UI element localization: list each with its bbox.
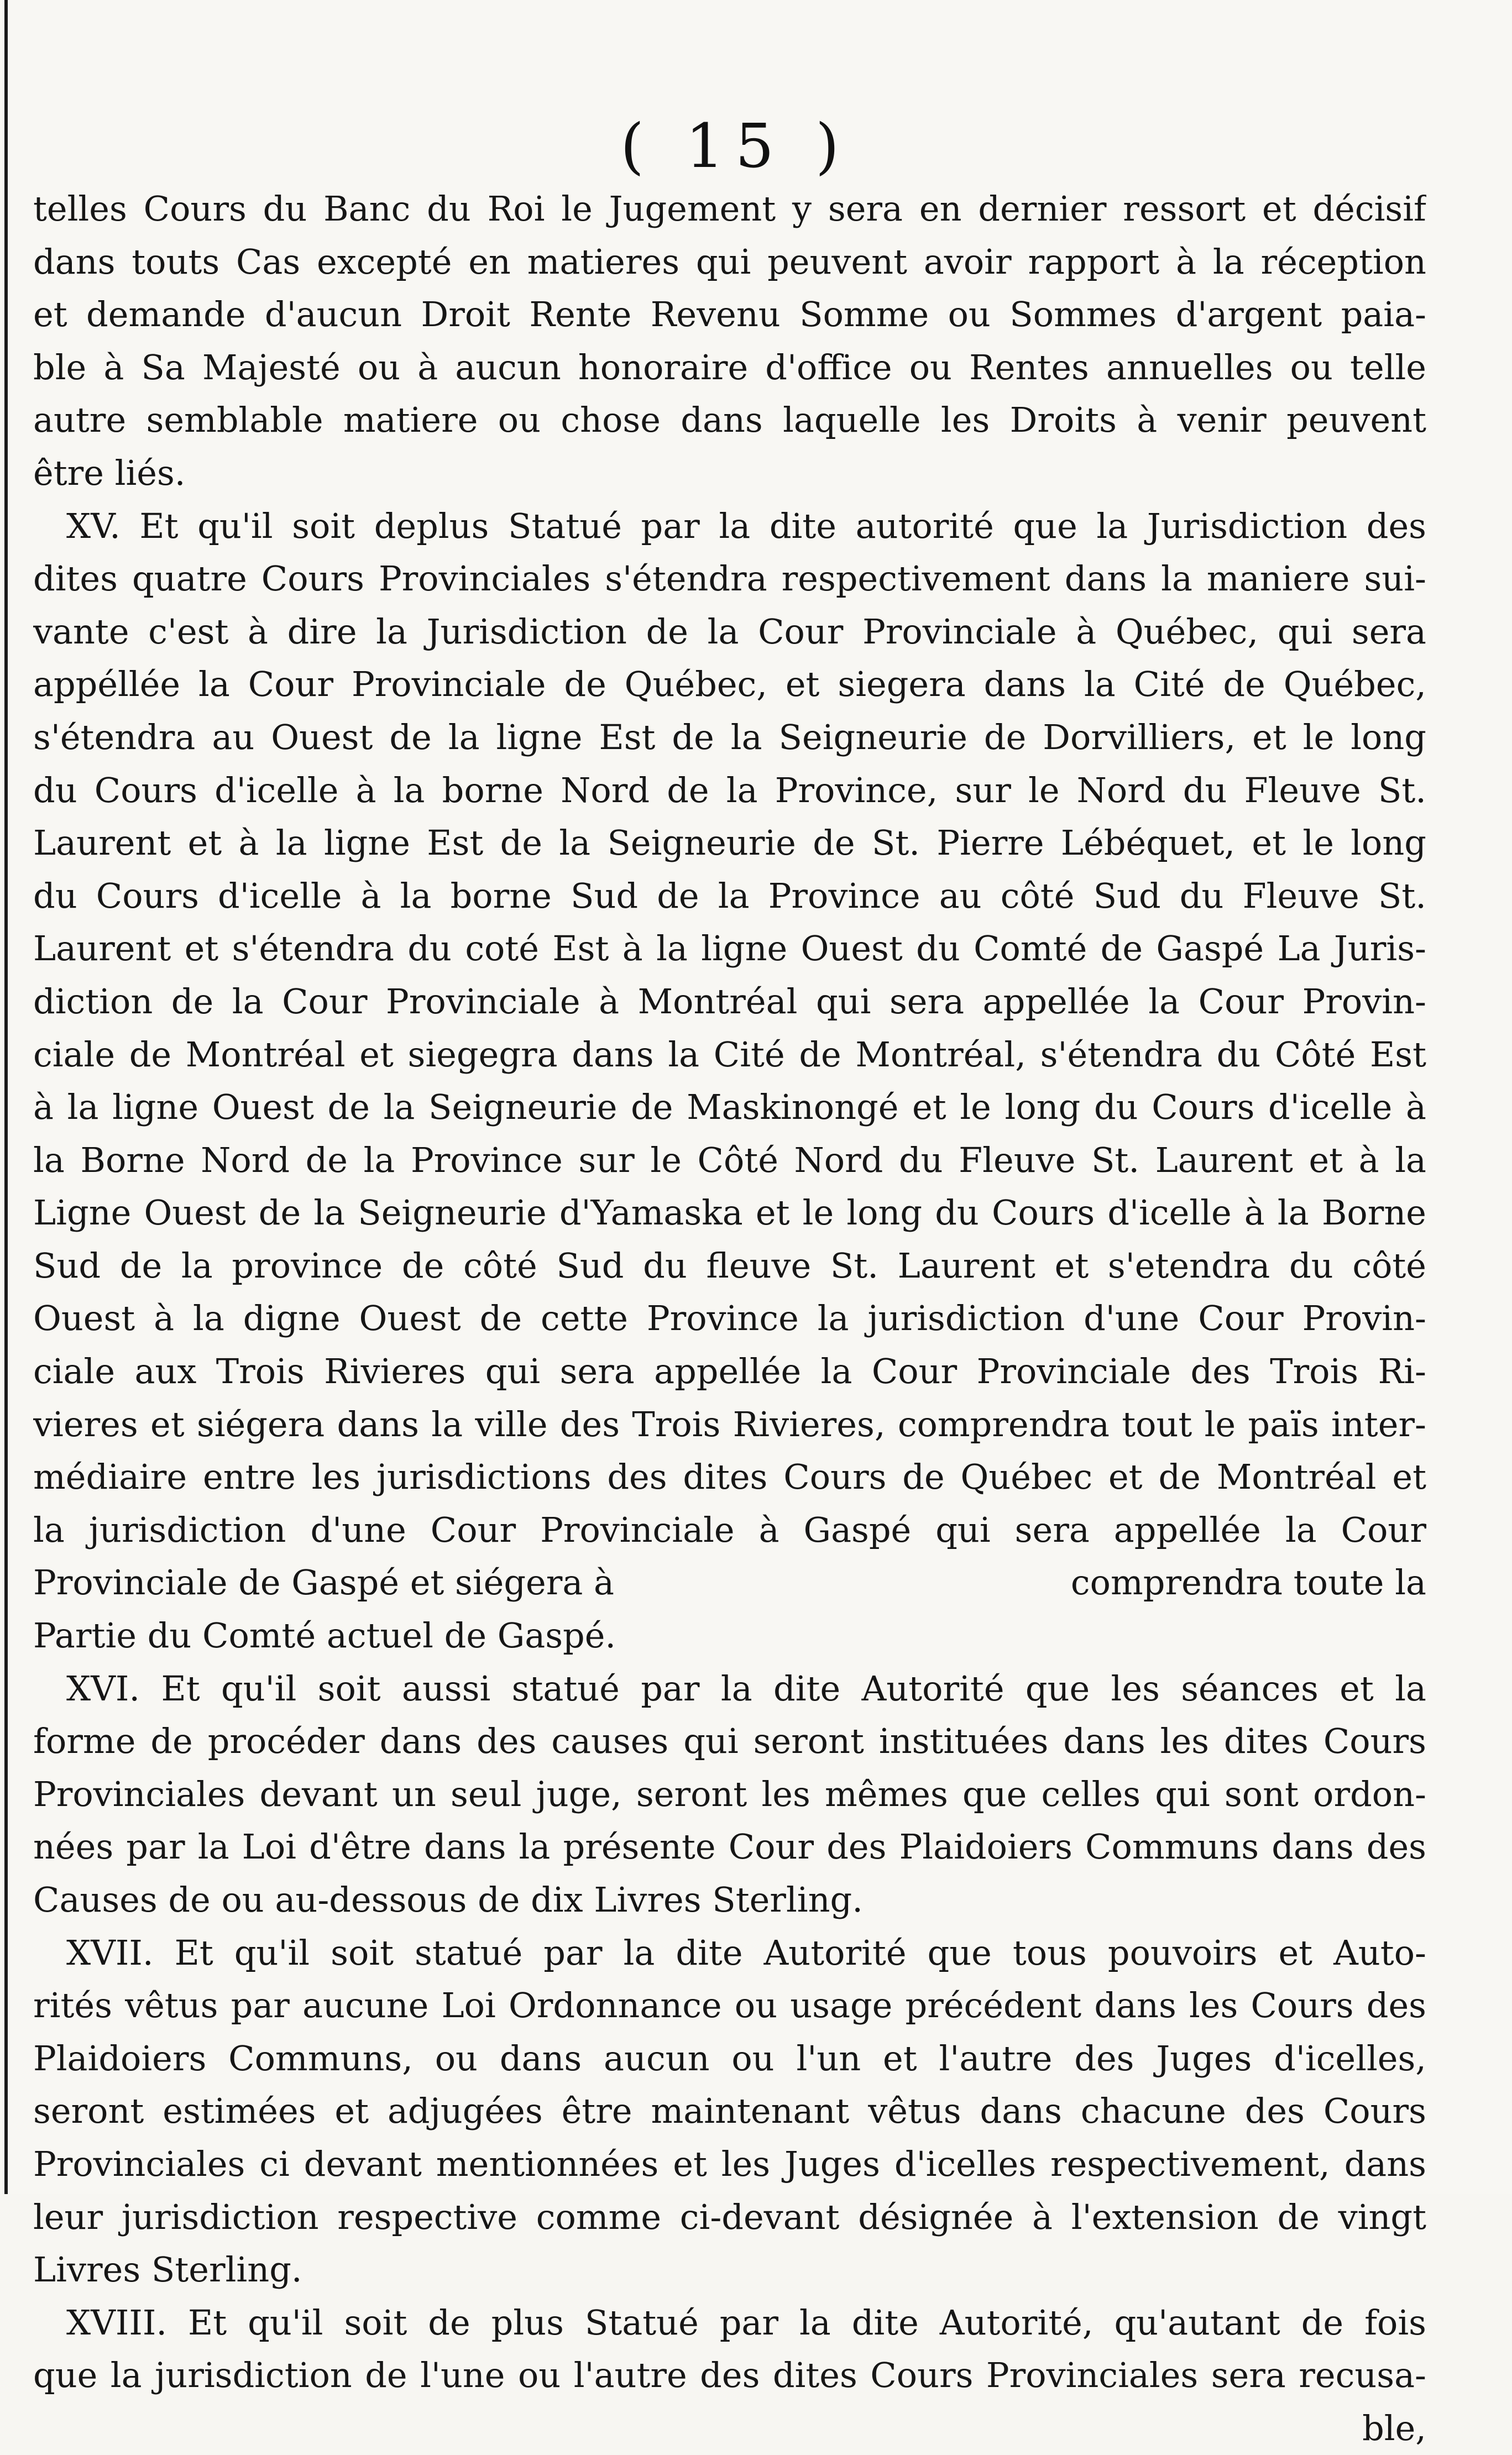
- text-line: du Cours d'icelle à la borne Nord de la Province, sur le Nord du Fleuve St.: [33, 770, 1426, 810]
- text-line-right: comprendra toute la: [1070, 1562, 1426, 1603]
- text-line: ble à Sa Majesté ou à aucun honoraire d'office ou Rentes annuelles ou telle: [33, 347, 1426, 388]
- text-line: la Borne Nord de la Province sur le Côté Nord du Fleuve St. Laurent et à la: [33, 1139, 1426, 1180]
- text-line: Partie du Comté actuel de Gaspé.: [33, 1615, 616, 1656]
- text-line: que la jurisdiction de l'une ou l'autre des dites Cours Provinciales sera recusa-: [33, 2355, 1426, 2396]
- text-line: appéllée la Cour Provinciale de Québec, et siegera dans la Cité de Québec,: [33, 664, 1426, 705]
- section-xvi-start: XVI. Et qu'il soit aussi statué par la dite Autorité que les séances et la: [66, 1668, 1426, 1709]
- text-line: ciale aux Trois Rivieres qui sera appellée la Cour Provinciale des Trois Ri-: [33, 1351, 1426, 1392]
- text-line: médiaire entre les jurisdictions des dites Cours de Québec et de Montréal et: [33, 1457, 1426, 1498]
- text-line-left: Provinciale de Gaspé et siégera à: [33, 1562, 615, 1603]
- text-line: dans touts Cas excepté en matieres qui peuvent avoir rapport à la réception: [33, 241, 1426, 282]
- text-line: diction de la Cour Provinciale à Montréal qui sera appellée la Cour Provin-: [33, 981, 1426, 1022]
- catchword: ble,: [1362, 2407, 1426, 2448]
- text-line: être liés.: [33, 452, 186, 493]
- text-line: Provinciales devant un seul juge, seront les mêmes que celles qui sont ordon-: [33, 1773, 1426, 1814]
- section-xviii-start: XVIII. Et qu'il soit de plus Statué par la dite Autorité, qu'autant de fois: [66, 2302, 1426, 2343]
- text-line: vieres et siégera dans la ville des Trois Rivieres, comprendra tout le païs inter-: [33, 1404, 1426, 1444]
- text-line: ciale de Montréal et siegegra dans la Cité de Montréal, s'étendra du Côté Est: [33, 1034, 1426, 1075]
- text-line-with-blank: [33, 1556, 1426, 1609]
- text-line: seront estimées et adjugées être maintenant vêtus dans chacune des Cours: [33, 2091, 1426, 2132]
- text-line: autre semblable matiere ou chose dans laquelle les Droits à venir peuvent: [33, 400, 1426, 441]
- text-line: forme de procéder dans des causes qui seront instituées dans les dites Cours: [33, 1721, 1426, 1762]
- text-line: leur jurisdiction respective comme ci-devant désignée à l'extension de vingt: [33, 2196, 1426, 2237]
- text-line: vante c'est à dire la Jurisdiction de la Cour Provinciale à Québec, qui sera: [33, 611, 1426, 652]
- page-edge-rule: [4, 0, 8, 2194]
- body-text: [33, 182, 1426, 2455]
- text-line: Livres Sterling.: [33, 2249, 302, 2290]
- text-line: rités vêtus par aucune Loi Ordonnance ou usage précédent dans les Cours des: [33, 1985, 1426, 2026]
- text-line: Ouest à la digne Ouest de cette Province la jurisdiction d'une Cour Provin-: [33, 1298, 1426, 1339]
- text-line: à la ligne Ouest de la Seigneurie de Maskinongé et le long du Cours d'icelle à: [33, 1087, 1426, 1128]
- text-line: dites quatre Cours Provinciales s'étendra respectivement dans la maniere sui-: [33, 558, 1426, 599]
- section-xv-start: XV. Et qu'il soit deplus Statué par la dite autorité que la Jurisdiction des: [66, 505, 1426, 546]
- text-line: et demande d'aucun Droit Rente Revenu Somme ou Sommes d'argent paia-: [33, 294, 1426, 335]
- text-line: Causes de ou au-dessous de dix Livres Sterling.: [33, 1880, 863, 1920]
- section-xvii-start: XVII. Et qu'il soit statué par la dite Autorité que tous pouvoirs et Auto-: [66, 1932, 1426, 1973]
- text-line: Laurent et s'étendra du coté Est à la ligne Ouest du Comté de Gaspé La Juris-: [33, 928, 1426, 969]
- text-line: du Cours d'icelle à la borne Sud de la Province au côté Sud du Fleuve St.: [33, 875, 1426, 916]
- text-line: la jurisdiction d'une Cour Provinciale à Gaspé qui sera appellée la Cour: [33, 1509, 1426, 1550]
- text-line: Provinciales ci devant mentionnées et les Juges d'icelles respectivement, dans: [33, 2143, 1426, 2184]
- text-line: Plaidoiers Communs, ou dans aucun ou l'un et l'autre des Juges d'icelles,: [33, 2038, 1426, 2079]
- text-line: Laurent et à la ligne Est de la Seigneurie de St. Pierre Lébéquet, et le long: [33, 823, 1426, 863]
- text-line: telles Cours du Banc du Roi le Jugement y sera en dernier ressort et décisif: [33, 189, 1426, 229]
- text-line: Ligne Ouest de la Seigneurie d'Yamaska et le long du Cours d'icelle à la Borne: [33, 1192, 1426, 1233]
- page-number: ( 15 ): [620, 111, 850, 181]
- text-line: Sud de la province de côté Sud du fleuve St. Laurent et s'etendra du côté: [33, 1245, 1426, 1286]
- text-line: nées par la Loi d'être dans la présente Cour des Plaidoiers Communs dans des: [33, 1826, 1426, 1867]
- text-line: s'étendra au Ouest de la ligne Est de la Seigneurie de Dorvilliers, et le long: [33, 716, 1426, 757]
